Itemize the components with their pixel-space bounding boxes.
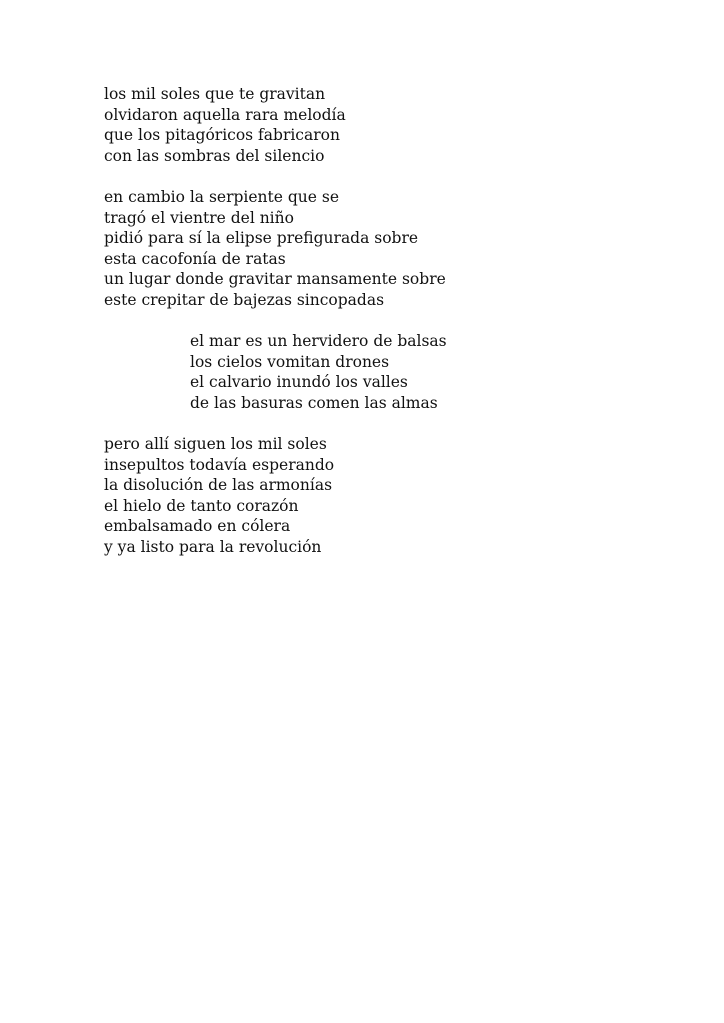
stanza-2 bbox=[104, 187, 664, 311]
poem-line: en cambio la serpiente que se bbox=[104, 187, 339, 206]
poem-line: los cielos vomitan drones bbox=[190, 352, 390, 371]
poem-line: el calvario inundó los valles bbox=[190, 373, 408, 392]
poem-line: el mar es un hervidero de balsas bbox=[190, 332, 447, 351]
poem-line: con las sombras del silencio bbox=[104, 146, 325, 165]
stanza-4 bbox=[104, 434, 664, 558]
stanza-1 bbox=[104, 84, 664, 166]
poem-line: un lugar donde gravitar mansamente sobre bbox=[104, 270, 446, 289]
poem-line: olvidaron aquella rara melodía bbox=[104, 105, 346, 124]
poem-line: que los pitagóricos fabricaron bbox=[104, 126, 340, 145]
poem-line: tragó el vientre del niño bbox=[104, 208, 294, 227]
poem-body bbox=[104, 84, 664, 558]
poem-line: el hielo de tanto corazón bbox=[104, 496, 299, 515]
poem-line: de las basuras comen las almas bbox=[190, 393, 438, 412]
poem-line: la disolución de las armonías bbox=[104, 476, 333, 495]
poem-line: embalsamado en cólera bbox=[104, 517, 291, 536]
poem-line: insepultos todavía esperando bbox=[104, 455, 335, 474]
poem-line: este crepitar de bajezas sincopadas bbox=[104, 290, 385, 309]
poem-line: los mil soles que te gravitan bbox=[104, 85, 326, 103]
poem-line: pero allí siguen los mil soles bbox=[104, 435, 327, 454]
poem-line: y ya listo para la revolución bbox=[104, 538, 322, 557]
poem-line: esta cacofonía de ratas bbox=[104, 249, 286, 268]
stanza-3-indented bbox=[104, 331, 664, 413]
poem-line: pidió para sí la elipse prefigurada sobre bbox=[104, 229, 419, 248]
